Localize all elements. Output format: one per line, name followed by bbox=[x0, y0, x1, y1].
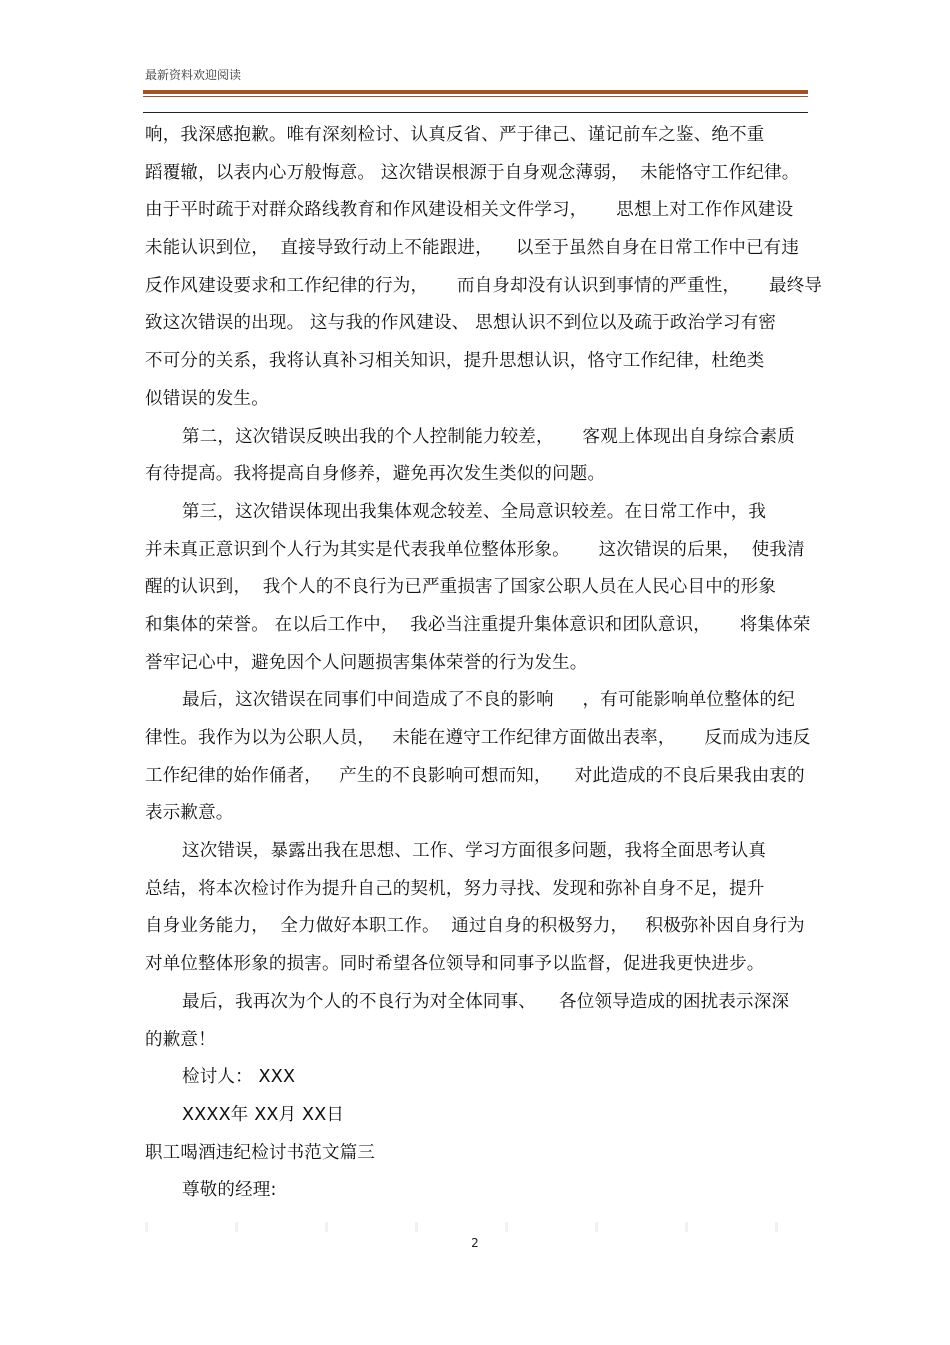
header-rule-underline bbox=[143, 112, 808, 113]
text-line: 自身业务能力， 全力做好本职工作。 通过自身的积极努力， 积极弥补因自身行为 bbox=[145, 916, 805, 937]
signature-line: 检讨人： XXX bbox=[182, 1067, 296, 1088]
text-line: 和集体的荣誉。 在以后工作中， 我必当注重提升集体意识和团队意识， 将集体荣 bbox=[145, 614, 811, 635]
text-line: 蹈覆辙，以表内心万般悔意。 这次错误根源于自身观念薄弱， 未能恪守工作纪律。 bbox=[145, 162, 800, 183]
header-rule-thin bbox=[143, 96, 808, 97]
text-line: 并未真正意识到个人行为其实是代表我单位整体形象。 这次错误的后果， 使我清 bbox=[145, 539, 805, 560]
cut-off-text-row bbox=[145, 1222, 807, 1232]
text-line: 表示歉意。 bbox=[145, 803, 234, 824]
date-line: XXXX年 XX月 XX日 bbox=[182, 1104, 345, 1125]
paragraph-start-line: 第三，这次错误体现出我集体观念较差、全局意识较差。在日常工作中，我 bbox=[182, 501, 767, 522]
text-line: 对单位整体形象的损害。同时希望各位领导和同事予以监督，促进我更快进步。 bbox=[145, 954, 765, 975]
paragraph-start-line: 最后，这次错误在同事们中间造成了不良的影响 ，有可能影响单位整体的纪 bbox=[182, 690, 795, 711]
text-line: 致这次错误的出现。 这与我的作风建设、 思想认识不到位以及疏于政治学习有密 bbox=[145, 313, 777, 334]
text-line: 总结，将本次检讨作为提升自己的契机，努力寻找、发现和弥补自身不足，提升 bbox=[145, 878, 765, 899]
paragraph-start-line: 这次错误，暴露出我在思想、工作、学习方面很多问题，我将全面思考认真 bbox=[182, 841, 767, 862]
text-line: 工作纪律的始作俑者， 产生的不良影响可想而知， 对此造成的不良后果我由衷的 bbox=[145, 765, 805, 786]
document-body bbox=[145, 121, 823, 1214]
text-line: 誉牢记心中，避免因个人问题损害集体荣誉的行为发生。 bbox=[145, 652, 588, 673]
text-line: 未能认识到位， 直接导致行动上不能跟进， 以至于虽然自身在日常工作中已有违 bbox=[145, 238, 800, 259]
text-line: 似错误的发生。 bbox=[145, 388, 269, 409]
text-line: 有待提高。我将提高自身修养，避免再次发生类似的问题。 bbox=[145, 464, 606, 485]
text-line: 响，我深感抱歉。唯有深刻检讨、认真反省、严于律己、谨记前车之鉴、绝不重 bbox=[145, 125, 765, 145]
header-rule-thick bbox=[143, 90, 808, 94]
text-line: 醒的认识到， 我个人的不良行为已严重损害了国家公职人员在人民心目中的形象 bbox=[145, 577, 777, 598]
text-line: 由于平时疏于对群众路线教育和作风建设相关文件学习， 思想上对工作作风建设 bbox=[145, 200, 794, 221]
page-header-title: 最新资料欢迎阅读 bbox=[145, 68, 242, 82]
section-title: 职工喝酒违纪检讨书范文篇三 bbox=[145, 1142, 376, 1163]
text-line: 律性。我作为以为公职人员， 未能在遵守工作纪律方面做出表率， 反而成为违反 bbox=[145, 728, 811, 748]
paragraph-start-line: 最后，我再次为个人的不良行为对全体同事、 各位领导造成的困扰表示深深 bbox=[182, 991, 790, 1012]
text-line: 反作风建设要求和工作纪律的行为， 而自身却没有认识到事情的严重性， 最终导 bbox=[145, 275, 823, 296]
text-line: 的歉意！ bbox=[145, 1029, 216, 1050]
salutation-line: 尊敬的经理: bbox=[182, 1180, 277, 1201]
paragraph-start-line: 第二，这次错误反映出我的个人控制能力较差， 客观上体现出自身综合素质 bbox=[182, 426, 795, 447]
text-line: 不可分的关系，我将认真补习相关知识，提升思想认识，恪守工作纪律，杜绝类 bbox=[145, 351, 765, 372]
page-number: 2 bbox=[471, 1236, 479, 1250]
